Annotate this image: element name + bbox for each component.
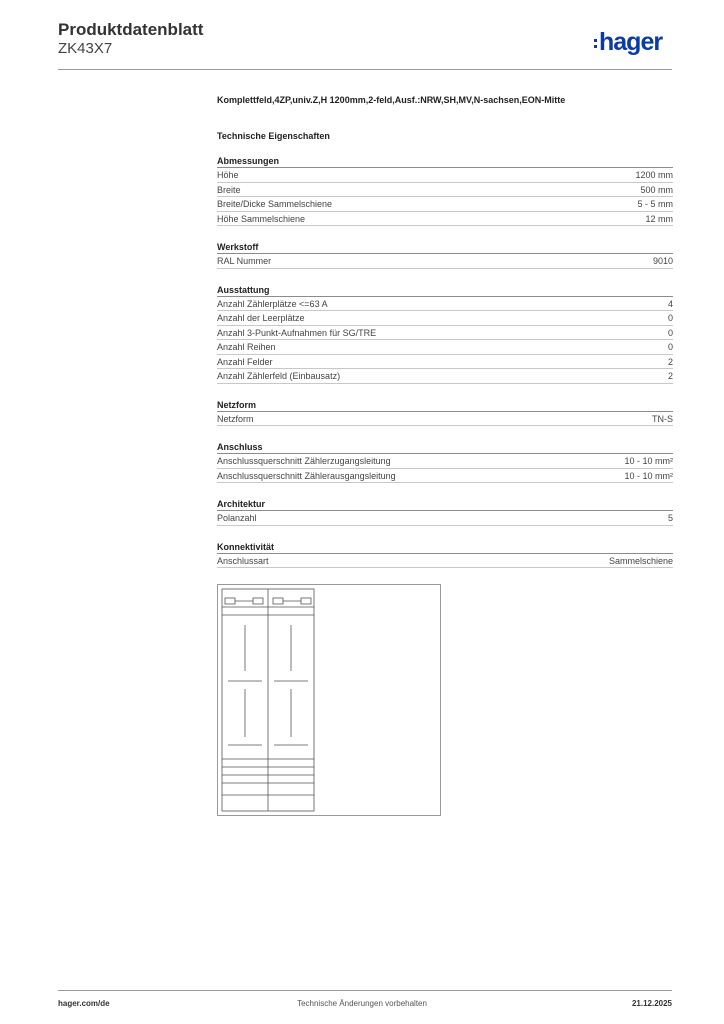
group-werkstoff [217, 241, 673, 269]
row-value: 1200 mm [635, 170, 673, 180]
group-title: Werkstoff [217, 241, 673, 254]
row-label: Breite [217, 184, 241, 195]
hager-logo [594, 27, 662, 57]
group-abmessungen [217, 155, 673, 226]
row-label: Höhe [217, 170, 239, 180]
table-row [217, 469, 673, 484]
row-label: Polanzahl [217, 513, 257, 523]
row-label: Anschlussquerschnitt Zählerausgangsleitung [217, 470, 396, 481]
row-label: Netzform [217, 413, 254, 424]
row-value: 2 [667, 371, 673, 381]
group-ausstattung [217, 284, 673, 384]
row-value: 500 mm [640, 184, 673, 195]
table-row [217, 297, 673, 312]
row-label: RAL Nummer [217, 256, 272, 266]
page-title: Produktdatenblatt [58, 20, 204, 39]
row-label: Anschlussquerschnitt Zählerzugangsleitung [217, 456, 391, 466]
row-label: Anzahl Reihen [217, 342, 276, 352]
header-divider [58, 69, 672, 70]
row-value: 0 [667, 342, 673, 352]
row-label: Anzahl der Leerplätze [217, 313, 305, 323]
group-architektur [217, 498, 673, 526]
row-label: Anzahl Zählerplätze <=63 A [217, 298, 328, 309]
row-label: Anzahl 3-Punkt-Aufnahmen für SG/TRE [217, 327, 377, 338]
table-row [217, 168, 673, 183]
table-row [217, 197, 673, 212]
logo-text: hager [599, 27, 663, 56]
row-label: Höhe Sammelschiene [217, 213, 306, 224]
table-row [217, 554, 673, 569]
table-row [217, 355, 673, 370]
table-row [217, 412, 673, 427]
group-konnektivitaet [217, 541, 673, 569]
table-row [217, 454, 673, 469]
table-row [217, 311, 673, 326]
row-value: Sammelschiene [608, 555, 673, 566]
row-value: 0 [667, 327, 673, 338]
group-title: Abmessungen [217, 155, 673, 168]
row-value: TN-S [652, 413, 673, 424]
table-row [217, 340, 673, 355]
footer-date: 21.12.2025 [631, 999, 672, 1008]
group-title: Architektur [217, 498, 673, 511]
table-row [217, 511, 673, 526]
footer-notice: Technische Änderungen vorbehalten [297, 999, 427, 1008]
table-row [217, 369, 673, 384]
logo-dots-icon [594, 39, 597, 48]
row-value: 9010 [652, 256, 673, 266]
row-label: Anschlussart [217, 555, 269, 566]
row-value: 10 - 10 mm² [624, 456, 673, 466]
group-netzform [217, 399, 673, 427]
product-drawing [217, 584, 441, 816]
table-row [217, 212, 673, 227]
row-label: Breite/Dicke Sammelschiene [217, 199, 333, 209]
row-value: 0 [667, 313, 673, 323]
row-value: 2 [667, 356, 673, 367]
datasheet-content [217, 95, 673, 596]
product-code: ZK43X7 [58, 40, 113, 57]
group-title: Ausstattung [217, 284, 673, 297]
product-description: Komplettfeld,4ZP,univ.Z,H 1200mm,2-feld,Ausf.:NRW,SH,MV,N-sachsen,EON-Mitte [217, 95, 566, 105]
technical-properties-title: Technische Eigenschaften [217, 131, 330, 141]
row-value: 12 mm [645, 213, 673, 224]
meter-cabinet-drawing [218, 585, 440, 815]
row-value: 10 - 10 mm² [624, 470, 673, 481]
table-row [217, 254, 673, 269]
group-title: Netzform [217, 399, 673, 412]
row-label: Anzahl Zählerfeld (Einbausatz) [217, 371, 341, 381]
group-title: Konnektivität [217, 541, 673, 554]
row-value: 4 [667, 298, 673, 309]
group-anschluss [217, 441, 673, 483]
footer-website: hager.com/de [58, 999, 110, 1008]
row-label: Anzahl Felder [217, 356, 273, 367]
row-value: 5 - 5 mm [637, 199, 673, 209]
row-value: 5 [667, 513, 673, 523]
table-row [217, 183, 673, 198]
table-row [217, 326, 673, 341]
footer-divider [58, 990, 672, 991]
group-title: Anschluss [217, 441, 673, 454]
